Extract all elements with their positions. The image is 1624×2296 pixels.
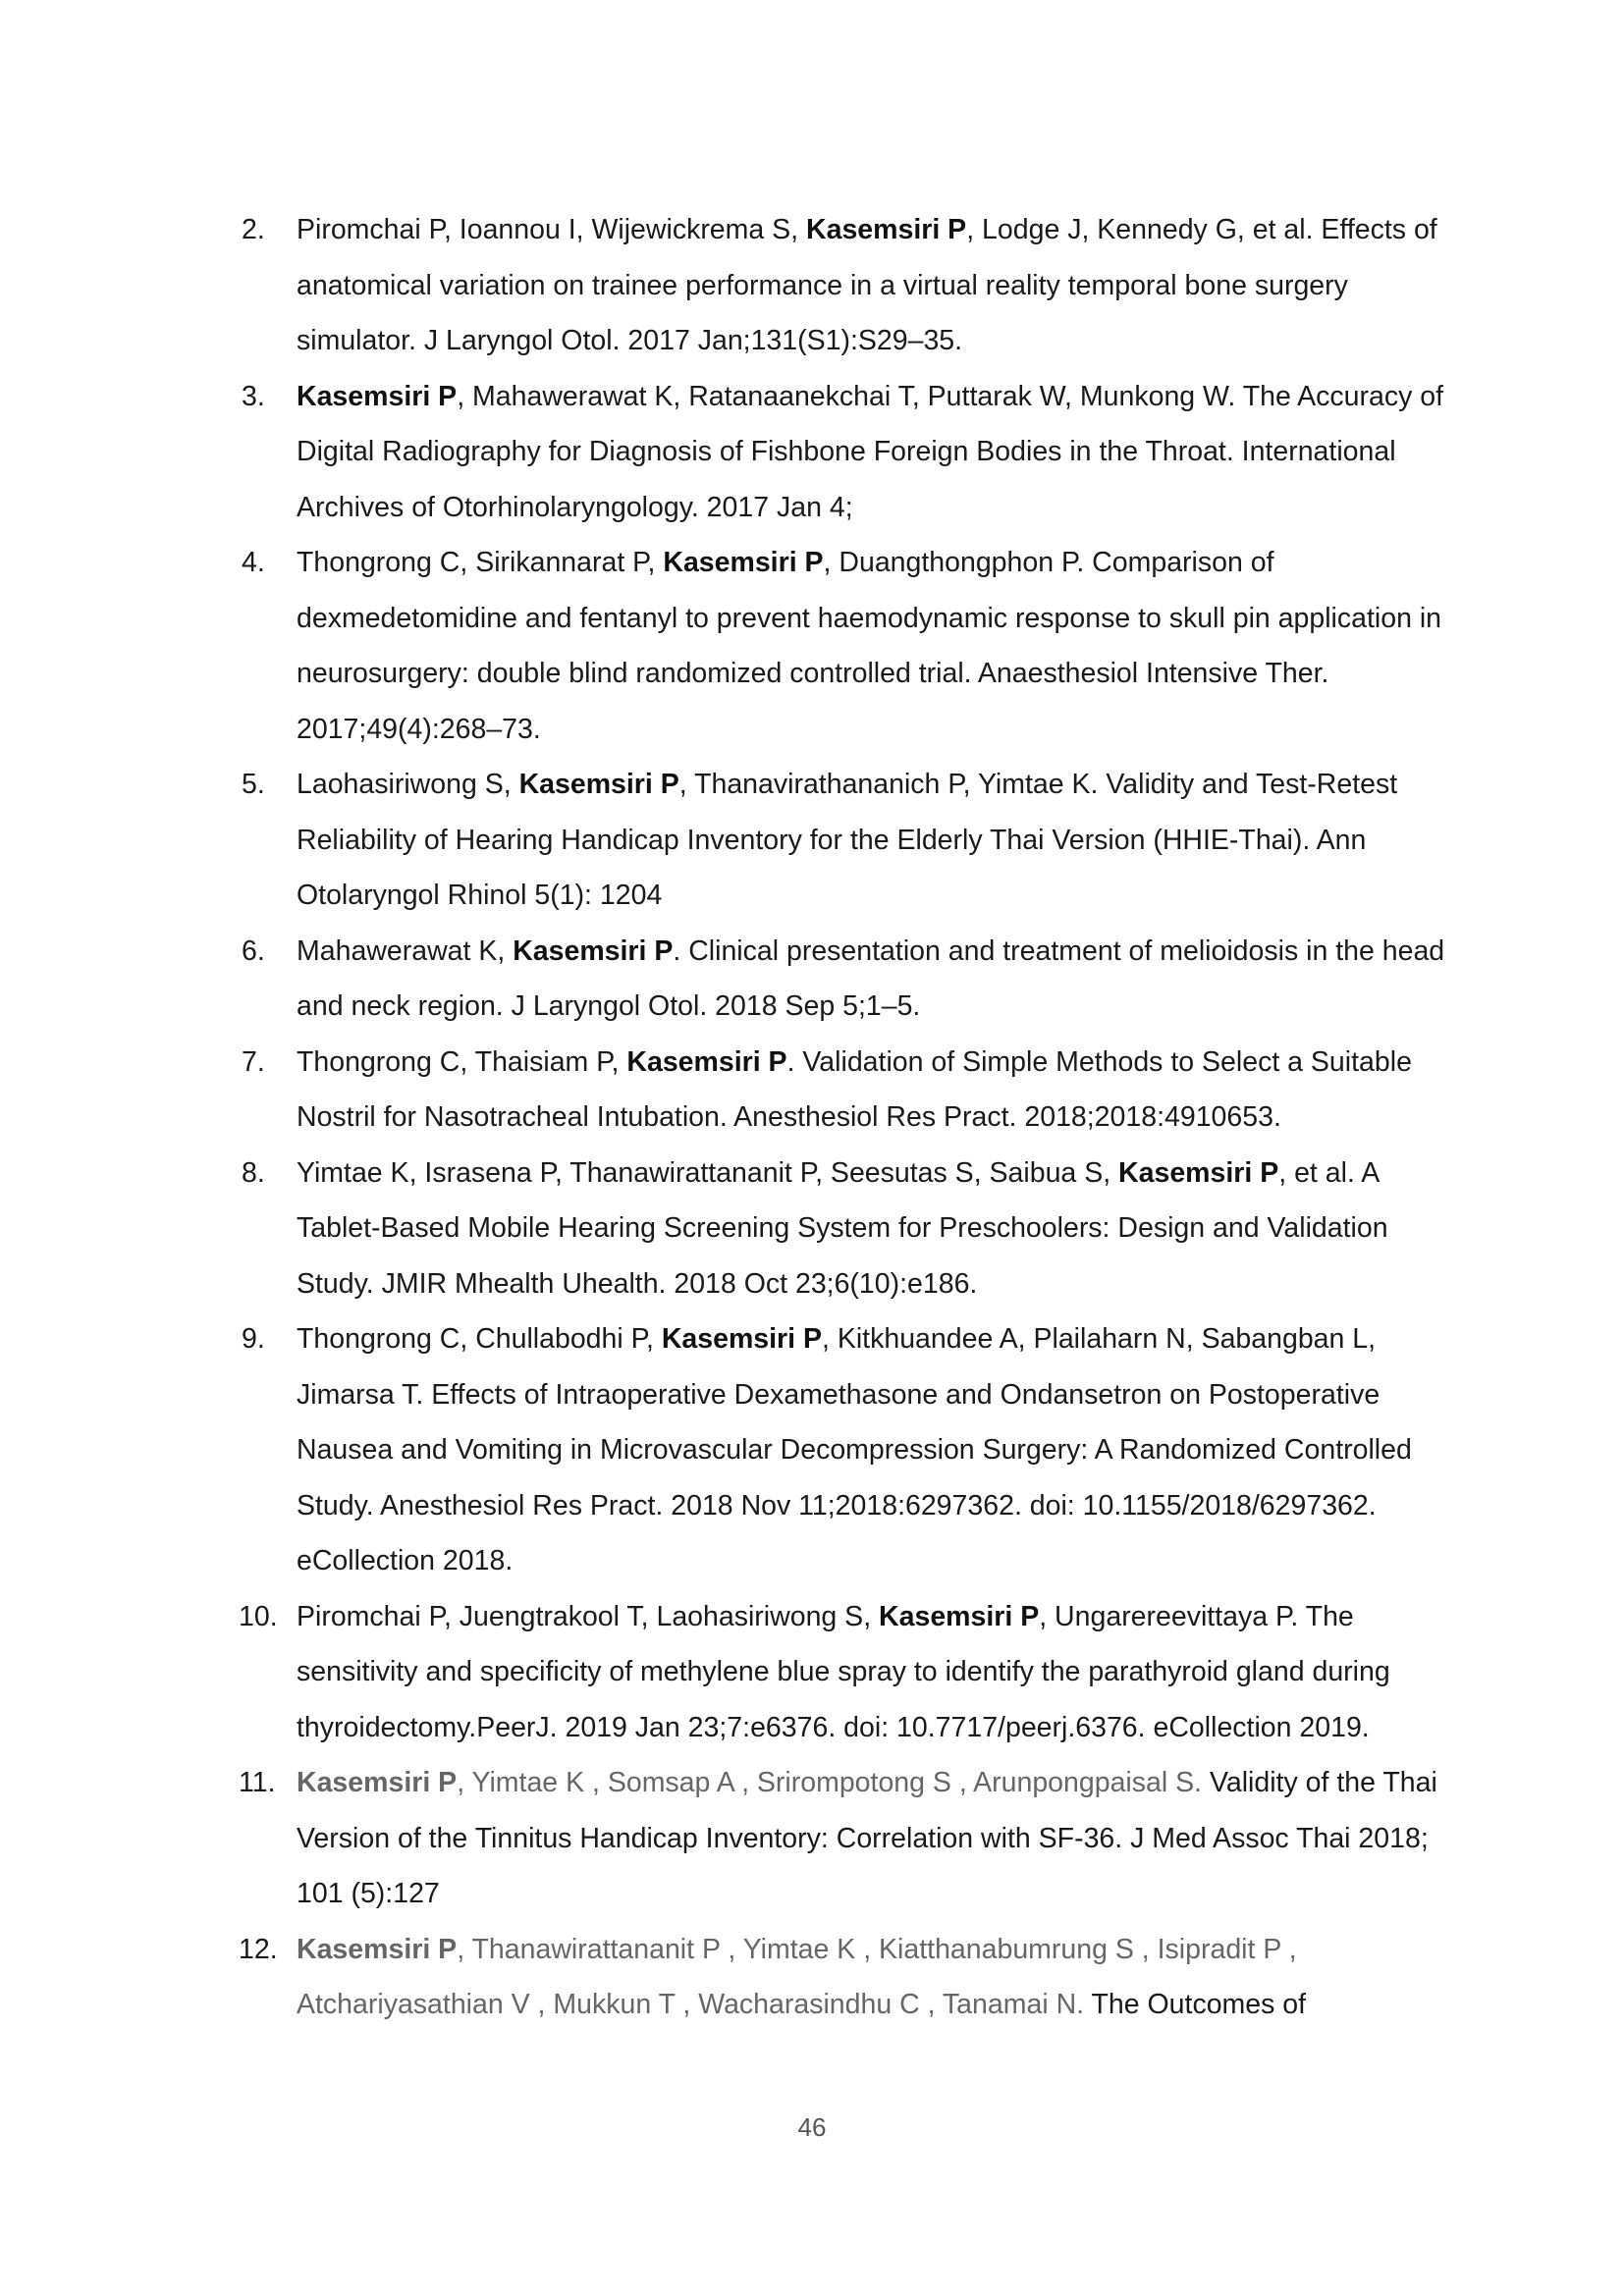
reference-item: [242, 535, 1449, 757]
reference-text: [297, 769, 1397, 911]
reference-item: [239, 1922, 1449, 2033]
highlighted-author: Kasemsiri P: [661, 1323, 822, 1355]
reference-number: 8.: [242, 1156, 265, 1189]
reference-text: [297, 547, 1441, 745]
reference-item: [239, 1755, 1449, 1922]
reference-text: [297, 1323, 1412, 1576]
reference-number: 10.: [239, 1600, 278, 1632]
reference-item: [242, 1146, 1449, 1312]
page-number: 46: [797, 2112, 827, 2142]
reference-segment: , et al. A Tablet-Based Mobile Hearing Screening System for Preschoolers: Design and Validation Study. JMIR Mhealth Uhealth. 2018 Oct 23;6(10):e186.: [297, 1156, 1388, 1300]
reference-segment: , Ungarereevittaya P. The sensitivity and specificity of methylene blue spray to identify the parathyroid gland during thyroidectomy.PeerJ. 2019 Jan 23;7:e6376. doi: 10.7717/peerj.6376. eCollection 2019.: [297, 1600, 1390, 1743]
reference-number: 6.: [242, 934, 265, 967]
reference-number: 12.: [239, 1933, 278, 1965]
highlighted-author: Kasemsiri P: [1118, 1156, 1279, 1189]
reference-number: 3.: [242, 380, 265, 412]
reference-text: [297, 1046, 1412, 1134]
highlighted-author: Kasemsiri P: [626, 1045, 787, 1078]
reference-segment: Piromchai P, Ioannou I, Wijewickrema S,: [297, 214, 807, 245]
highlighted-author: Kasemsiri P: [518, 769, 679, 800]
reference-text: [297, 214, 1437, 356]
reference-text: [297, 1934, 1306, 2021]
reference-text: [297, 1767, 1437, 1909]
reference-segment: , Kitkhuandee A, Plailaharn N, Sabangban L, Jimarsa T. Effects of Intraoperative Dexamethasone and Ondansetron on Postoperative Nausea and Vomiting in Microvascular Decompression Surgery: A Randomized Controlled Study. Anesthesiol Res Pract. 2018 Nov 11;2018:6297362. doi: 10.1155/2018/6297362. eCollection 2018.: [297, 1323, 1412, 1576]
reference-number: 2.: [242, 214, 265, 245]
reference-segment: Laohasiriwong S,: [297, 769, 519, 800]
reference-segment: , Duangthongphon P. Comparison of dexmedetomidine and fentanyl to prevent haemodynamic response to skull pin application in neurosurgery: double blind randomized controlled trial. Anaesthesiol Intensive Ther. 2017;49(4):268–73.: [297, 547, 1442, 745]
reference-segment: The Outcomes of: [1084, 1989, 1307, 2020]
reference-text: [297, 1601, 1390, 1743]
reference-text: [297, 935, 1444, 1023]
reference-segment: Thongrong C, Sirikannarat P,: [297, 547, 664, 578]
highlighted-author: Kasemsiri P: [879, 1600, 1040, 1632]
highlighted-author: Kasemsiri P: [806, 214, 967, 245]
reference-segment: , Thanawirattananit P , Yimtae K , Kiatthanabumrung S , Isipradit P , Atchariyasathian V , Mukkun T , Wacharasindhu C , Tanamai N.: [297, 1933, 1297, 2020]
reference-item: [242, 1035, 1449, 1146]
reference-segment: , Mahawerawat K, Ratanaanekchai T, Puttarak W, Munkong W. The Accuracy of Digital Radiography for Diagnosis of Fishbone Foreign Bodies in the Throat. International Archives of Otorhinolaryngology. 2017 Jan 4;: [297, 380, 1444, 523]
reference-item: [242, 369, 1449, 536]
highlighted-author: Kasemsiri P: [297, 380, 458, 412]
reference-number: 7.: [242, 1045, 265, 1078]
reference-segment: , Yimtae K , Somsap A , Srirompotong S , Arunpongpaisal S.: [457, 1767, 1203, 1798]
highlighted-author: Kasemsiri P: [297, 1933, 458, 1965]
reference-segment: Yimtae K, Israsena P, Thanawirattananit P, Seesutas S, Saibua S,: [297, 1156, 1119, 1189]
reference-text: [297, 1157, 1388, 1300]
highlighted-author: Kasemsiri P: [663, 547, 824, 578]
reference-segment: , Lodge J, Kennedy G, et al. Effects of anatomical variation on trainee performance in a virtual reality temporal bone surgery simulator. J Laryngol Otol. 2017 Jan;131(S1):S29–35.: [297, 214, 1437, 356]
reference-item: [242, 1311, 1449, 1589]
reference-segment: . Clinical presentation and treatment of melioidosis in the head and neck region. J Laryngol Otol. 2018 Sep 5;1–5.: [297, 934, 1445, 1022]
reference-number: 5.: [242, 769, 265, 800]
reference-number: 9.: [242, 1323, 265, 1355]
reference-text: [297, 381, 1443, 523]
highlighted-author: Kasemsiri P: [513, 934, 674, 967]
reference-item: [242, 924, 1449, 1035]
reference-segment: . Validation of Simple Methods to Select a Suitable Nostril for Nasotracheal Intubation. Anesthesiol Res Pract. 2018;2018:4910653.: [297, 1045, 1412, 1133]
reference-list: [239, 202, 1449, 2033]
reference-segment: Thongrong C, Chullabodhi P,: [297, 1323, 662, 1355]
highlighted-author: Kasemsiri P: [297, 1767, 458, 1798]
reference-number: 4.: [242, 547, 265, 578]
reference-segment: Mahawerawat K,: [297, 934, 514, 967]
reference-item: [242, 757, 1449, 924]
reference-segment: Thongrong C, Thaisiam P,: [297, 1045, 627, 1078]
reference-segment: , Thanavirathananich P, Yimtae K. Validity and Test-Retest Reliability of Hearing Handicap Inventory for the Elderly Thai Version (HHIE-Thai). Ann Otolaryngol Rhinol 5(1): 1204: [297, 769, 1398, 911]
reference-item: [239, 1589, 1449, 1756]
reference-item: [242, 202, 1449, 369]
reference-segment: J Med Assoc Thai 2018; 101 (5):127: [297, 1822, 1429, 1909]
reference-segment: Validity of the Thai Version of the Tinnitus Handicap Inventory: Correlation with SF-36.: [297, 1767, 1437, 1854]
reference-number: 11.: [239, 1767, 276, 1798]
reference-segment: Piromchai P, Juengtrakool T, Laohasiriwong S,: [297, 1600, 880, 1632]
